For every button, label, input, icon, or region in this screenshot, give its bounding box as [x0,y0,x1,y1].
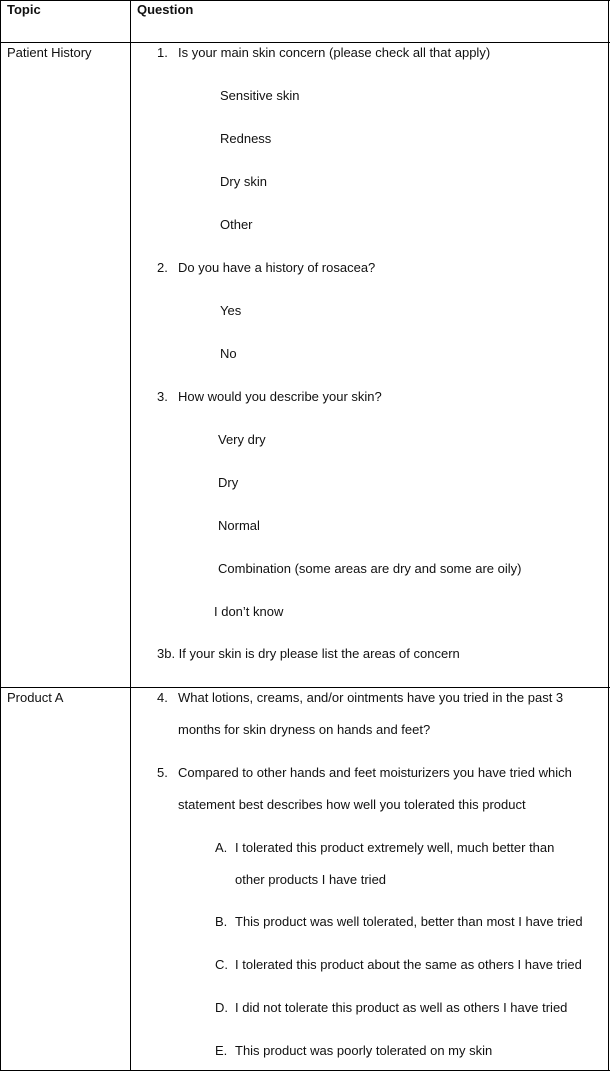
q5-option-text-cont: other products I have tried [235,872,387,887]
q3-option: Normal [218,518,260,533]
q5-text-line1: Compared to other hands and feet moisturizers you have tried which [178,765,572,780]
q4-text-line2: months for skin dryness on hands and feet? [178,722,431,737]
column-divider [130,0,131,1071]
q1-number: 1. [157,45,168,60]
q5-option-text: I tolerated this product about the same as others I have tried [235,957,582,972]
q5-option-letter: B. [215,914,228,929]
q3-option: Very dry [218,432,266,447]
q5-option-letter: D. [215,1000,228,1015]
q5-option-letter: A. [215,840,228,855]
q1-option: Dry skin [220,174,267,189]
table-border-top [0,0,610,1]
table-border-left [0,0,1,1071]
q4-text-line1: What lotions, creams, and/or ointments have you tried in the past 3 [178,690,564,705]
header-topic: Topic [7,2,41,17]
q1-option: Sensitive skin [220,88,300,103]
topic-product-a: Product A [7,690,64,705]
q1-option: Other [220,217,253,232]
q5-option-text: I tolerated this product extremely well, much better than [235,840,555,855]
q1-text: Is your main skin concern (please check all that apply) [178,45,491,60]
topic-patient-history: Patient History [7,45,92,60]
q2-number: 2. [157,260,168,275]
q5-text-line2: statement best describes how well you tolerated this product [178,797,526,812]
q5-option-letter: E. [215,1043,228,1058]
q3-option: I don’t know [214,604,284,619]
q2-option: No [220,346,237,361]
q3-option: Dry [218,475,239,490]
q5-option-text: I did not tolerate this product as well as others I have tried [235,1000,568,1015]
q3-number: 3. [157,389,168,404]
q2-text: Do you have a history of rosacea? [178,260,376,275]
header-divider [0,42,610,43]
header-question: Question [137,2,194,17]
q3b-text: 3b. If your skin is dry please list the areas of concern [157,646,460,661]
q2-option: Yes [220,303,242,318]
q5-option-letter: C. [215,957,228,972]
table-border-bottom [0,1070,610,1071]
q3-option: Combination (some areas are dry and some are oily) [218,561,522,576]
q5-option-text: This product was poorly tolerated on my skin [235,1043,493,1058]
q4-number: 4. [157,690,168,705]
q1-option: Redness [220,131,272,146]
q3-text: How would you describe your skin? [178,389,382,404]
row-divider [0,687,610,688]
q5-option-text: This product was well tolerated, better than most I have tried [235,914,583,929]
q5-number: 5. [157,765,168,780]
table-border-right [608,0,609,1071]
